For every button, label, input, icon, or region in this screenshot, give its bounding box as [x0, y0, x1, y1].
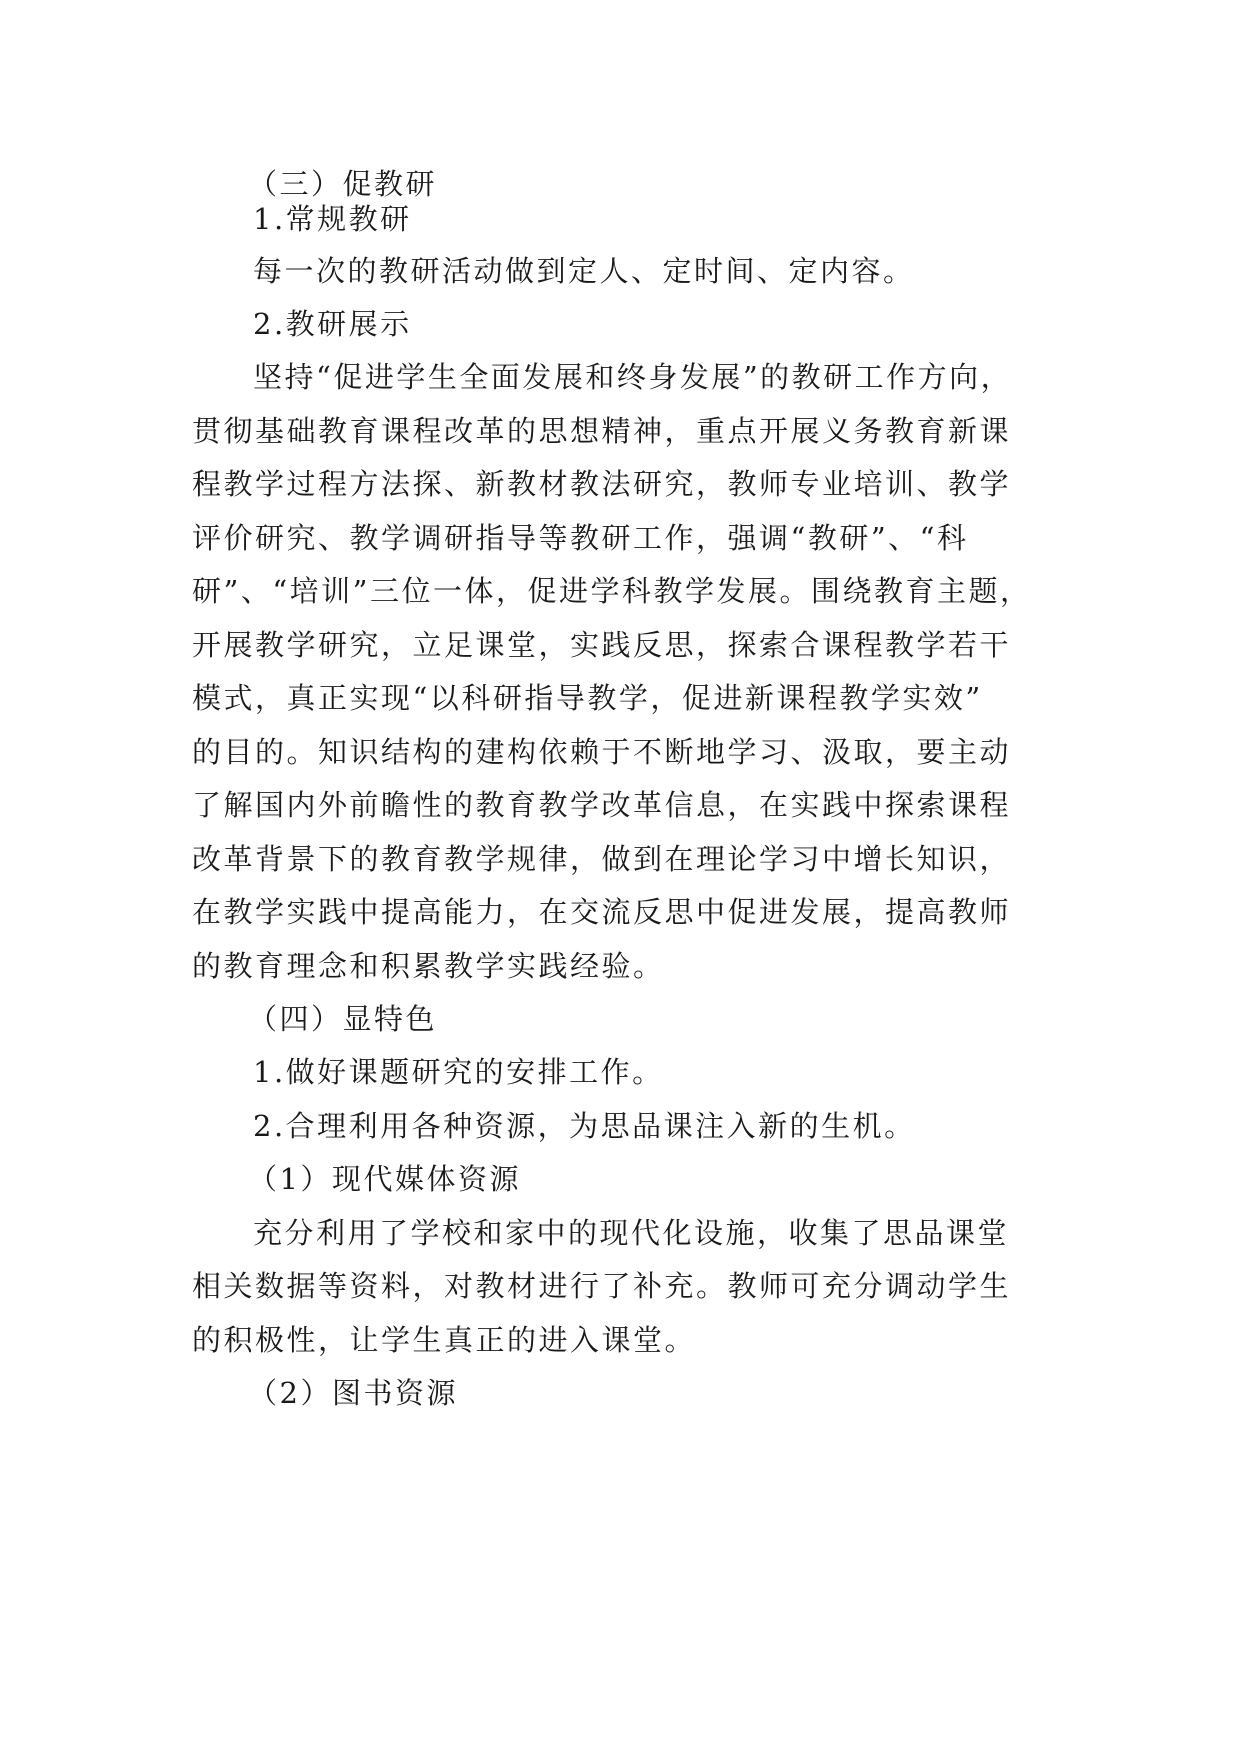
paragraph-line: 模式，真正实现“以科研指导教学，促进新课程教学实效”: [192, 681, 983, 715]
subheading-research-showcase: 2.教研展示: [253, 307, 412, 341]
paragraph-line: 每一次的教研活动做到定人、定时间、定内容。: [253, 254, 915, 288]
paragraph-line: 坚持“促进学生全面发展和终身发展”的教研工作方向，: [253, 360, 1013, 394]
section-heading-4: （四）显特色: [248, 1002, 438, 1036]
paragraph-line: 评价研究、教学调研指导等教研工作，强调“教研”、“科: [192, 521, 969, 555]
paragraph-line: 在教学实践中提高能力，在交流反思中促进发展，提高教师: [192, 895, 1012, 929]
paragraph-line: 的目的。知识结构的建构依赖于不断地学习、汲取，要主动: [192, 735, 1012, 769]
paragraph-line: 程教学过程方法探、新教材教法研究，教师专业培训、教学: [192, 467, 1012, 501]
paragraph-line: 的积极性，让学生真正的进入课堂。: [192, 1323, 697, 1357]
paragraph-line: 开展教学研究，立足课堂，实践反思，探索合课程教学若干: [192, 628, 1012, 662]
paragraph-line: 贯彻基础教育课程改革的思想精神，重点开展义务教育新课: [192, 414, 1012, 448]
list-item: 1.做好课题研究的安排工作。: [253, 1055, 664, 1089]
paragraph-line: 改革背景下的教育教学规律，做到在理论学习中增长知识，: [192, 842, 1012, 876]
paragraph-line: 研”、“培训”三位一体，促进学科教学发展。围绕教育主题，: [192, 574, 1032, 608]
list-item: 2.合理利用各种资源，为思品课注入新的生机。: [253, 1109, 916, 1143]
subheading-routine-research: 1.常规教研: [253, 202, 412, 236]
subheading-book-resources: （2）图书资源: [248, 1376, 458, 1410]
paragraph-line: 相关数据等资料，对教材进行了补充。教师可充分调动学生: [192, 1269, 1012, 1303]
paragraph-line: 的教育理念和积累教学实践经验。: [192, 949, 665, 983]
section-heading-3: （三）促教研: [248, 167, 438, 201]
subheading-media-resources: （1）现代媒体资源: [248, 1162, 521, 1196]
paragraph-line: 充分利用了学校和家中的现代化设施，收集了思品课堂: [253, 1216, 1010, 1250]
paragraph-line: 了解国内外前瞻性的教育教学改革信息，在实践中探索课程: [192, 788, 1012, 822]
